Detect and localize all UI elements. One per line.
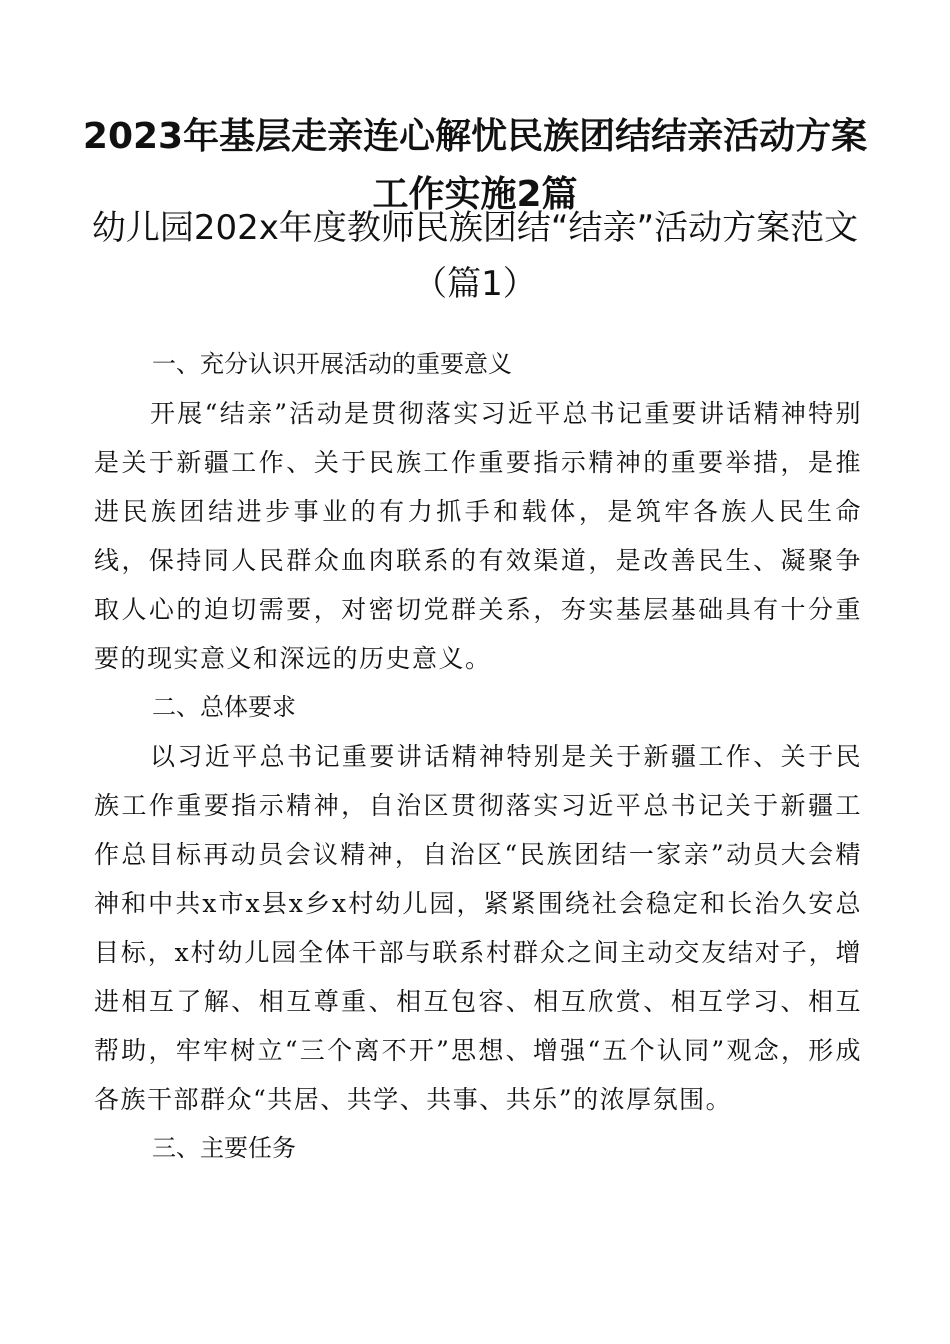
document-title: 2023年基层走亲连心解忧民族团结结亲活动方案工作实施2篇 — [82, 116, 868, 215]
section-heading-requirements: 二、总体要求 — [152, 693, 296, 721]
section-heading-significance: 一、充分认识开展活动的重要意义 — [152, 350, 512, 378]
section-paragraph-significance: 开展“结亲”活动是贯彻落实习近平总书记重要讲话精神特别是关于新疆工作、关于民族工作重要指示精神的重要举措，是推进民族团结进步事业的有力抓手和载体，是筑牢各族人民生命线，保持同人民群众血肉联系的有效渠道，是改善民生、凝聚争取人心的迫切需要，对密切党群关系，夯实基层基础具有十分重要的现实意义和深远的历史意义。 — [94, 399, 862, 673]
section-paragraph-requirements: 以习近平总书记重要讲话精神特别是关于新疆工作、关于民族工作重要指示精神，自治区贯彻落实习近平总书记关于新疆工作总目标再动员会议精神，自治区“民族团结一家亲”动员大会精神和中共x市x县x乡x村幼儿园，紧紧围绕社会稳定和长治久安总目标，x村幼儿园全体干部与联系村群众之间主动交友结对子，增进相互了解、相互尊重、相互包容、相互欣赏、相互学习、相互帮助，牢牢树立“三个离不开”思想、增强“五个认同”观念，形成各族干部群众“共居、共学、共事、共乐”的浓厚氛围。 — [94, 742, 862, 1114]
document-subtitle: 幼儿园202x年度教师民族团结“结亲”活动方案范文（篇1） — [91, 208, 859, 304]
section-heading-tasks: 三、主要任务 — [152, 1134, 296, 1162]
document-body — [94, 340, 862, 1173]
